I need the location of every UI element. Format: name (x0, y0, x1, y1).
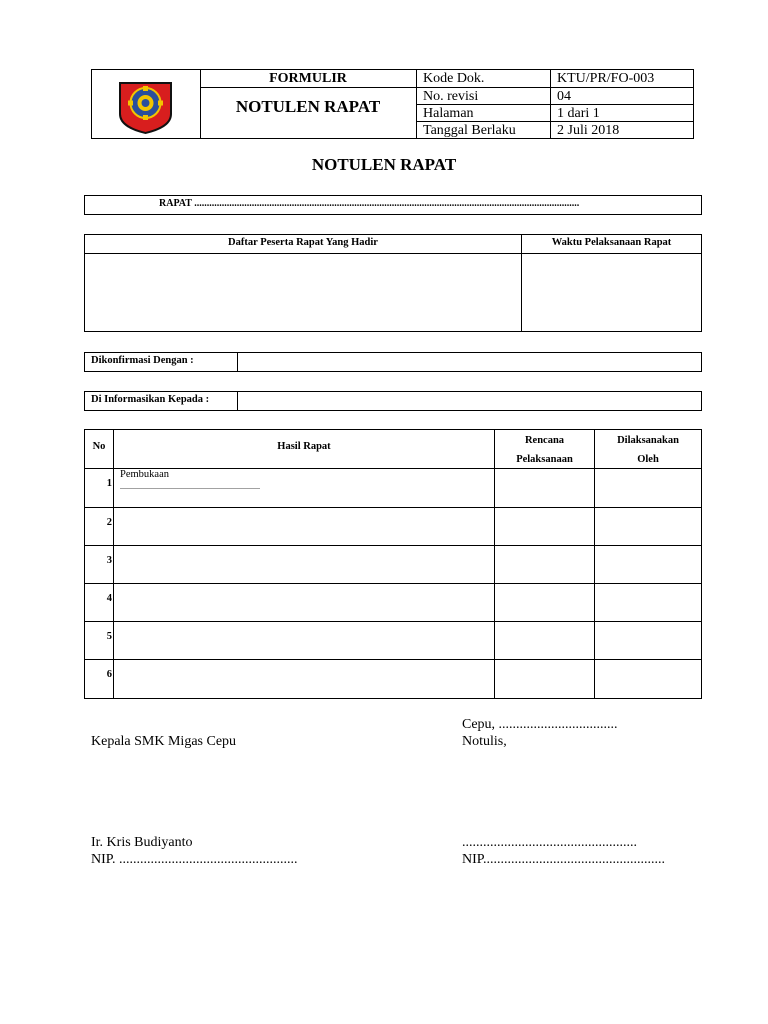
form-title: NOTULEN RAPAT (235, 97, 381, 116)
signature-right-name: .................................................. (462, 835, 637, 850)
meeting-time-header: Waktu Pelaksanaan Rapat (551, 237, 672, 248)
meta-key: Tanggal Berlaku (423, 123, 516, 138)
rapat-field[interactable] (84, 195, 702, 215)
title-cell (200, 70, 417, 138)
row-number: 1 (106, 478, 112, 489)
plan-header-line1: Rencana (524, 435, 565, 446)
plan-header (495, 431, 594, 469)
results-table (84, 429, 702, 699)
table-row (85, 469, 701, 508)
no-header: No (92, 441, 106, 452)
executed-by-header-line2: Oleh (637, 454, 659, 465)
confirmed-label: Dikonfirmasi Dengan : (91, 355, 194, 366)
meta-row (417, 105, 693, 122)
logo-cell (92, 70, 201, 138)
signature-left-title: Kepala SMK Migas Cepu (91, 734, 237, 749)
meta-key: No. revisi (423, 89, 479, 104)
confirmed-row (84, 352, 702, 372)
signature-left-nip: NIP. ................................................... (91, 852, 298, 867)
document-header (91, 69, 694, 139)
attendance-table (84, 234, 702, 332)
meta-key: Halaman (423, 106, 474, 121)
executed-by-header (595, 431, 701, 469)
meta-value: KTU/PR/FO-003 (557, 71, 655, 86)
table-row (85, 584, 701, 622)
row-number: 6 (106, 669, 112, 680)
informed-label: Di Informasikan Kepada : (91, 394, 210, 405)
plan-cell[interactable] (495, 469, 594, 507)
meta-key: Kode Dok. (423, 71, 485, 86)
table-row (85, 622, 701, 660)
row-number: 5 (106, 631, 112, 642)
signature-right-nip: NIP.................................................... (462, 852, 666, 867)
meta-row (417, 70, 693, 87)
meta-value: 2 Juli 2018 (557, 123, 620, 138)
rapat-label: RAPAT .......................................................................................................................................................... (159, 198, 580, 209)
attendees-field[interactable] (86, 254, 520, 331)
form-label: FORMULIR (200, 70, 416, 88)
row-number: 3 (106, 555, 112, 566)
signature-place-date: Cepu, .................................. (462, 717, 618, 732)
executed-by-header-line1: Dilaksanakan (617, 435, 679, 446)
document-meta (417, 70, 693, 138)
confirmed-field[interactable] (238, 353, 701, 371)
executed-by-cell[interactable] (595, 469, 701, 507)
result-header: Hasil Rapat (277, 441, 331, 452)
plan-header-line2: Pelaksanaan (516, 454, 573, 465)
meta-value: 04 (557, 89, 571, 104)
informed-row (84, 391, 702, 411)
row-number: 2 (106, 517, 112, 528)
page-title: NOTULEN RAPAT (311, 155, 457, 174)
signature-right-title: Notulis, (462, 734, 507, 749)
signature-left-name: Ir. Kris Budiyanto (91, 835, 193, 850)
table-row (85, 508, 701, 546)
informed-field[interactable] (238, 392, 701, 410)
school-logo (92, 70, 200, 138)
attendees-header: Daftar Peserta Rapat Yang Hadir (228, 237, 378, 248)
meta-row (417, 88, 693, 105)
row-number: 4 (106, 593, 112, 604)
table-row (85, 546, 701, 584)
row-dots: ...................................................................... (120, 482, 260, 491)
row-text: Pembukaan (120, 469, 169, 480)
meta-value: 1 dari 1 (557, 106, 600, 121)
table-row (85, 660, 701, 698)
meeting-time-field[interactable] (522, 254, 700, 331)
meta-row (417, 122, 693, 139)
